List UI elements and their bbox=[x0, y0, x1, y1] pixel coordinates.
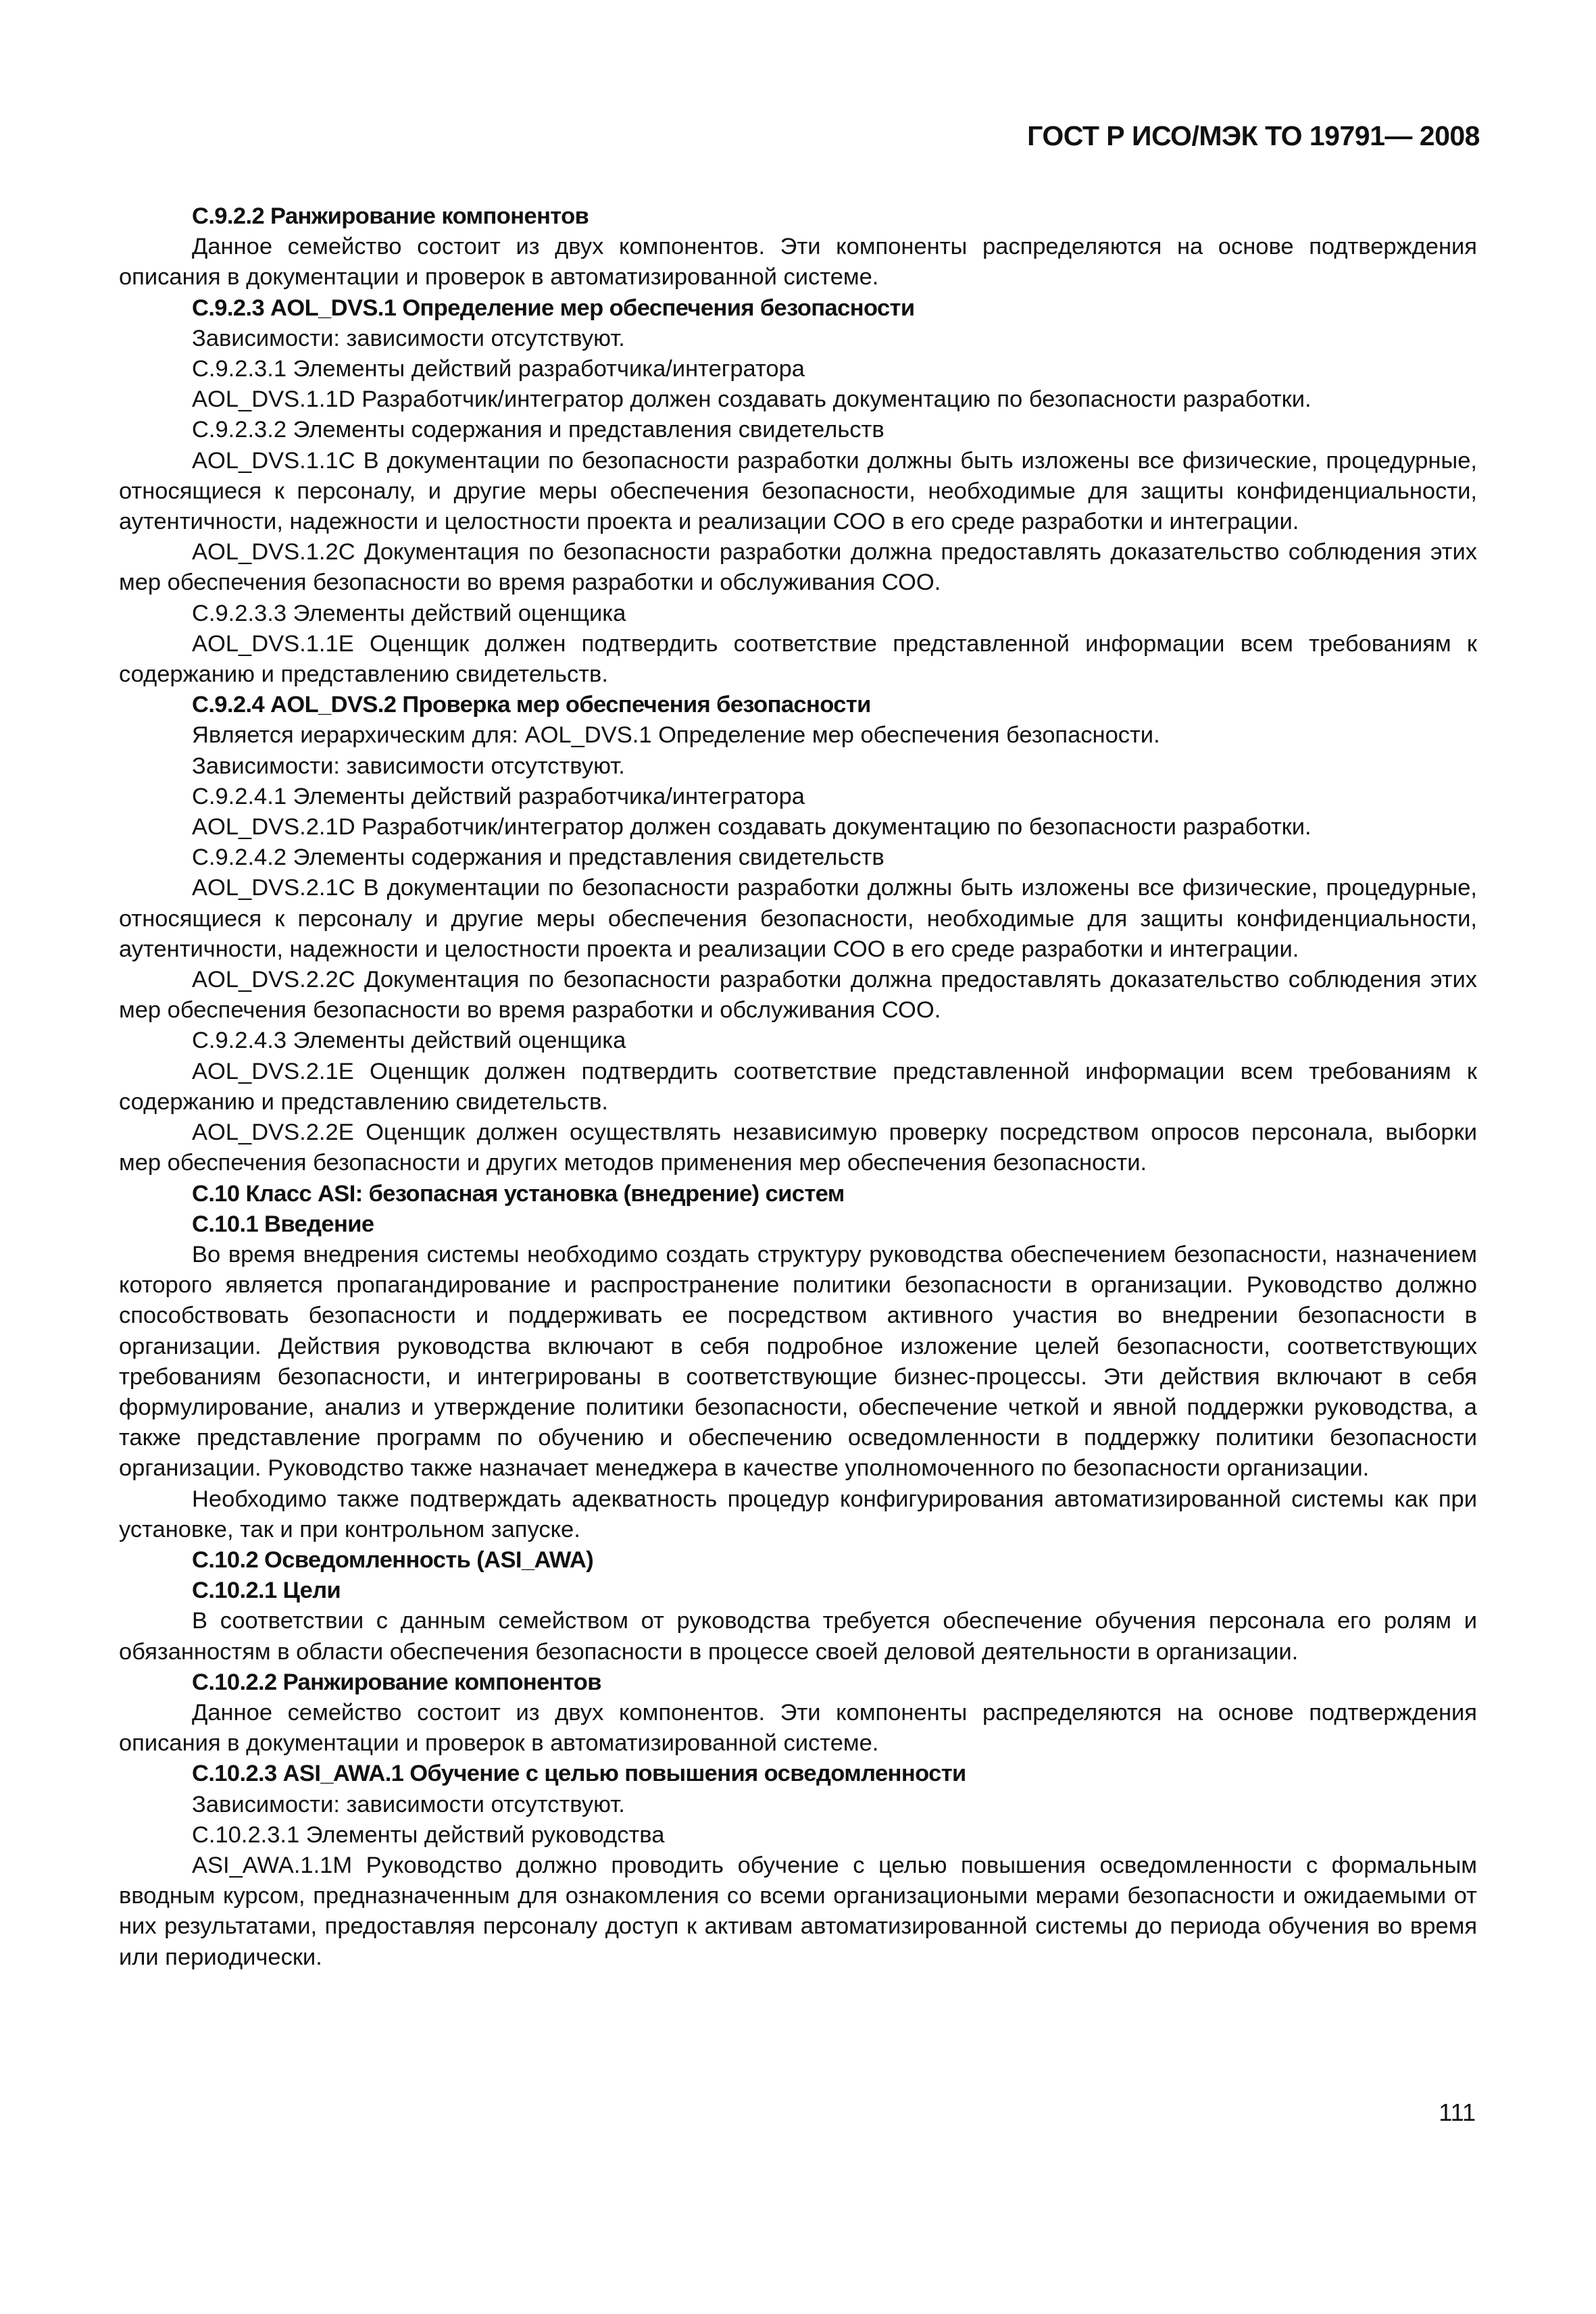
body-paragraph: Зависимости: зависимости отсутствуют. bbox=[192, 753, 625, 779]
body-paragraph: С.9.2.4.1 Элементы действий разработчика/интегратора bbox=[192, 783, 805, 809]
body-paragraph: С.9.2.4.3 Элементы действий оценщика bbox=[192, 1028, 626, 1054]
page-number: 111 bbox=[1439, 2098, 1476, 2126]
body-paragraph: Зависимости: зависимости отсутствуют. bbox=[192, 1791, 625, 1817]
body-paragraph: AOL_DVS.1.1D Разработчик/интегратор должен создавать документацию по безопасности разработки. bbox=[192, 386, 1312, 413]
section-heading: С.10 Класс ASI: безопасная установка (внедрение) систем bbox=[192, 1180, 845, 1207]
body-paragraph: AOL_DVS.2.1D Разработчик/интегратор должен создавать документацию по безопасности разработки. bbox=[192, 814, 1312, 840]
section-heading: С.10.2.2 Ранжирование компонентов bbox=[192, 1669, 601, 1695]
document-header: ГОСТ Р ИСО/МЭК ТО 19791— 2008 bbox=[1027, 120, 1480, 151]
body-paragraph: AOL_DVS.1.1C В документации по безопасности разработки должны быть изложены все физические, процедурные, относящиеся к персоналу, и другие меры обеспечения безопасности, необходимые для защиты конфиденциальности, аутентичности, надежности и целостности проекта и реализации СОО в его среде разработки и интеграции. bbox=[119, 447, 1477, 535]
body-paragraph: AOL_DVS.1.1E Оценщик должен подтвердить соответствие представленной информации всем требованиям к содержанию и представлению свидетельств. bbox=[119, 630, 1477, 688]
section-heading: С.10.2.3 ASI_AWA.1 Обучение с целью повышения осведомленности bbox=[192, 1761, 966, 1787]
body-paragraph: Данное семейство состоит из двух компонентов. Эти компоненты распределяются на основе подтверждения описания в документации и проверок в автоматизированной системе. bbox=[119, 1699, 1477, 1757]
body-paragraph: Является иерархическим для: AOL_DVS.1 Определение мер обеспечения безопасности. bbox=[192, 722, 1160, 749]
section-heading: С.9.2.3 AOL_DVS.1 Определение мер обеспечения безопасности bbox=[192, 295, 915, 321]
body-paragraph: Данное семейство состоит из двух компонентов. Эти компоненты распределяются на основе подтверждения описания в документации и проверок в автоматизированной системе. bbox=[119, 234, 1477, 291]
body-paragraph: С.9.2.3.2 Элементы содержания и представления свидетельств bbox=[192, 417, 884, 443]
section-heading: С.10.2.1 Цели bbox=[192, 1578, 341, 1604]
body-paragraph: AOL_DVS.2.2C Документация по безопасности разработки должна предоставлять доказательство соблюдения этих мер обеспечения безопасности во время разработки и обслуживания СОО. bbox=[119, 967, 1477, 1024]
body-paragraph: AOL_DVS.2.1E Оценщик должен подтвердить соответствие представленной информации всем требованиям к содержанию и представлению свидетельств. bbox=[119, 1058, 1477, 1115]
body-paragraph: AOL_DVS.2.2E Оценщик должен осуществлять независимую проверку посредством опросов персонала, выборки мер обеспечения безопасности и других методов применения мер обеспечения безопасности. bbox=[119, 1120, 1477, 1176]
body-paragraph: С.9.2.3.1 Элементы действий разработчика/интегратора bbox=[192, 356, 805, 382]
section-heading: С.10.1 Введение bbox=[192, 1211, 374, 1237]
body-paragraph: С.9.2.4.2 Элементы содержания и представления свидетельств bbox=[192, 845, 884, 871]
section-heading: С.9.2.4 AOL_DVS.2 Проверка мер обеспечения безопасности bbox=[192, 692, 871, 718]
body-paragraph: С.9.2.3.3 Элементы действий оценщика bbox=[192, 600, 626, 626]
body-paragraph: С.10.2.3.1 Элементы действий руководства bbox=[192, 1821, 665, 1848]
section-heading: С.10.2 Осведомленность (ASI_AWA) bbox=[192, 1546, 594, 1573]
document-body bbox=[119, 201, 1477, 1973]
body-paragraph: Во время внедрения системы необходимо создать структуру руководства обеспечением безопасности, назначением которого является пропагандирование и распространение политики безопасности в организации. Руководство должно способствовать безопасности и поддерживать ее посредством активного участия во внедрении безопасности в организации. Действия руководства включают в себя подробное изложение целей безопасности, соответствующих требованиям безопасности, и интегрированы в соответствующие бизнес-процессы. Эти действия включают в себя формулирование, анализ и утверждение политики безопасности, обеспечение четкой и явной поддержки руководства, а также представление программ по обучению и обеспечению осведомленности в поддержку политики безопасности организации. Руководство также назначает менеджера в качестве уполномоченного по безопасности организации. bbox=[119, 1241, 1477, 1482]
body-paragraph: Зависимости: зависимости отсутствуют. bbox=[192, 325, 625, 351]
section-heading: С.9.2.2 Ранжирование компонентов bbox=[192, 203, 589, 229]
body-paragraph: AOL_DVS.2.1C В документации по безопасности разработки должны быть изложены все физические, процедурные, относящиеся к персоналу и другие меры обеспечения безопасности, необходимые для защиты конфиденциальности, аутентичности, надежности и целостности проекта и реализации СОО в его среде разработки и интеграции. bbox=[119, 875, 1477, 962]
body-paragraph: В соответствии с данным семейством от руководства требуется обеспечение обучения персонала его ролям и обязанностям в области обеспечения безопасности в процессе своей деловой деятельности в организации. bbox=[119, 1608, 1477, 1665]
body-paragraph: Необходимо также подтверждать адекватность процедур конфигурирования автоматизированной системы как при установке, так и при контрольном запуске. bbox=[119, 1486, 1477, 1542]
body-paragraph: AOL_DVS.1.2C Документация по безопасности разработки должна предоставлять доказательство соблюдения этих мер обеспечения безопасности во время разработки и обслуживания СОО. bbox=[119, 539, 1477, 596]
body-paragraph: ASI_AWA.1.1M Руководство должно проводить обучение с целью повышения осведомленности с формальным вводным курсом, предназначенным для ознакомления со всеми организациоными мерами безопасности и ожидаемыми от них результатами, предоставляя персоналу доступ к активам автоматизированной системы до периода обучения во время или периодически. bbox=[119, 1852, 1477, 1970]
